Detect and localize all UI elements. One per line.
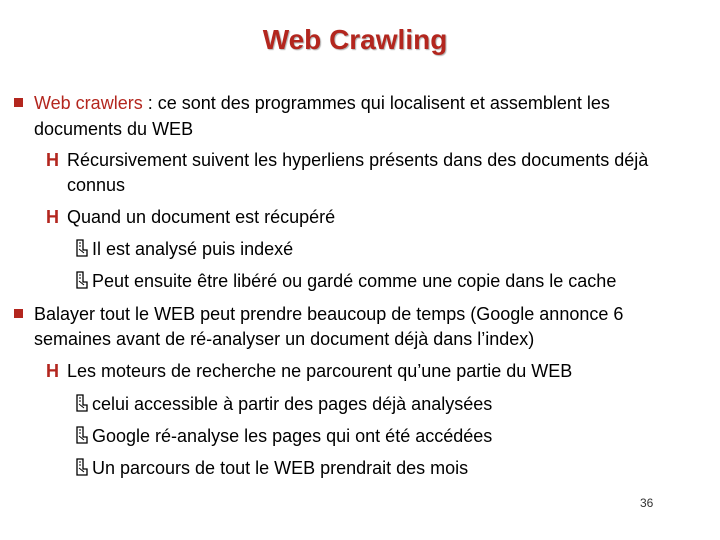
bullet-2-line-1: Balayer tout le WEB peut prendre beaucoup de temps (Google annonce 6 — [34, 304, 624, 324]
sub-bullet-1-line-1: Récursivement suivent les hyperliens présents dans des documents déjà — [67, 150, 649, 170]
level-3-item-2: Peut ensuite être libéré ou gardé comme une copie dans le cache — [92, 271, 617, 291]
bullet-1-text: : ce sont des programmes qui localisent et assemblent les — [142, 93, 610, 113]
bullet-2-line-2: semaines avant de ré-analyser un document déjà dans l’index) — [34, 329, 535, 349]
h-bullet-icon: H — [46, 150, 59, 170]
pencil-hand-bullet-icon — [75, 394, 88, 412]
bullet-1-line-2: documents du WEB — [34, 119, 194, 139]
sub-bullet-1-line-2: connus — [67, 175, 126, 195]
square-bullet-icon — [14, 98, 23, 107]
level-3-item-3: celui accessible à partir des pages déjà analysées — [92, 394, 493, 414]
slide-title: Web Crawling — [262, 24, 448, 55]
pencil-hand-bullet-icon — [75, 458, 88, 476]
sub-bullet-3: Les moteurs de recherche ne parcourent qu’une partie du WEB — [67, 361, 573, 381]
pencil-hand-bullet-icon — [75, 239, 88, 257]
level-3-item-1: Il est analysé puis indexé — [92, 239, 294, 259]
level-3-item-5: Un parcours de tout le WEB prendrait des mois — [92, 458, 469, 478]
web-crawlers-term: Web crawlers — [34, 93, 143, 113]
bullet-1-line-1 — [34, 91, 610, 115]
sub-bullet-2: Quand un document est récupéré — [67, 207, 336, 227]
h-bullet-icon: H — [46, 207, 59, 227]
pencil-hand-bullet-icon — [75, 426, 88, 444]
level-3-item-4: Google ré-analyse les pages qui ont été accédées — [92, 426, 493, 446]
pencil-hand-bullet-icon — [75, 271, 88, 289]
square-bullet-icon — [14, 309, 23, 318]
page-number: 36 — [640, 496, 654, 510]
h-bullet-icon: H — [46, 361, 59, 381]
